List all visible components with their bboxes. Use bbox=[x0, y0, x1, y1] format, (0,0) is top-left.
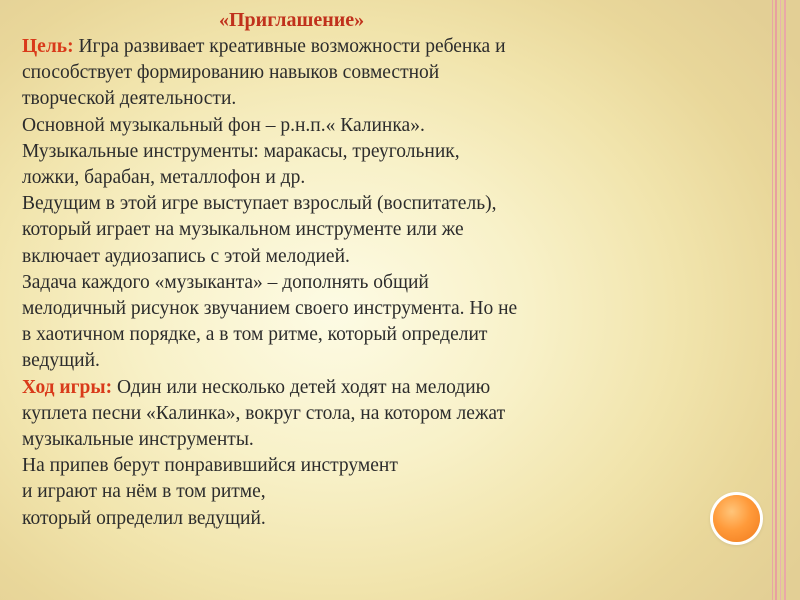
gameplay-text: Один или несколько детей ходят на мелодию bbox=[112, 376, 491, 398]
task-line-4: ведущий. bbox=[22, 350, 100, 372]
slide-content bbox=[22, 7, 672, 532]
gameplay-line-3: музыкальные инструменты. bbox=[22, 429, 254, 451]
chorus-line-3: который определил ведущий. bbox=[22, 507, 266, 529]
gameplay-line-2: куплета песни «Калинка», вокруг стола, на котором лежат bbox=[22, 402, 506, 424]
goal-line-3: творческой деятельности. bbox=[22, 88, 237, 110]
goal-label: Цель: bbox=[22, 36, 74, 57]
leader-line-2: который играет на музыкальном инструменте или же bbox=[22, 219, 464, 241]
task-line-2: мелодичный рисунок звучанием своего инструмента. Но не bbox=[22, 298, 518, 320]
task-line-1: Задача каждого «музыканта» – дополнять общий bbox=[22, 271, 429, 293]
background-music-line: Основной музыкальный фон – р.н.п.« Калинка». bbox=[22, 114, 425, 136]
stripe bbox=[784, 0, 786, 600]
goal-text: Игра развивает креативные возможности ребенка и bbox=[73, 36, 506, 57]
stripe bbox=[775, 0, 777, 600]
decorative-orange-circle bbox=[713, 495, 760, 542]
decorative-side-stripes bbox=[772, 0, 788, 600]
goal-line-2: способствует формированию навыков совместной bbox=[22, 62, 440, 84]
task-line-3: в хаотичном порядке, а в том ритме, который определит bbox=[22, 324, 488, 346]
gameplay-label: Ход игры: bbox=[22, 376, 113, 398]
stripe bbox=[772, 0, 773, 600]
instruments-line-2: ложки, барабан, металлофон и др. bbox=[22, 167, 306, 189]
goal-line-1 bbox=[22, 34, 672, 60]
leader-line-1: Ведущим в этой игре выступает взрослый (воспитатель), bbox=[22, 193, 497, 215]
slide-title: «Приглашение» bbox=[219, 9, 365, 31]
leader-line-3: включает аудиозапись с этой мелодией. bbox=[22, 245, 350, 267]
instruments-line-1: Музыкальные инструменты: маракасы, треугольник, bbox=[22, 140, 460, 162]
gameplay-line-1 bbox=[22, 375, 672, 401]
chorus-line-2: и играют на нём в том ритме, bbox=[22, 481, 266, 503]
stripe bbox=[780, 0, 781, 600]
chorus-line-1: На припев берут понравившийся инструмент bbox=[22, 455, 398, 477]
